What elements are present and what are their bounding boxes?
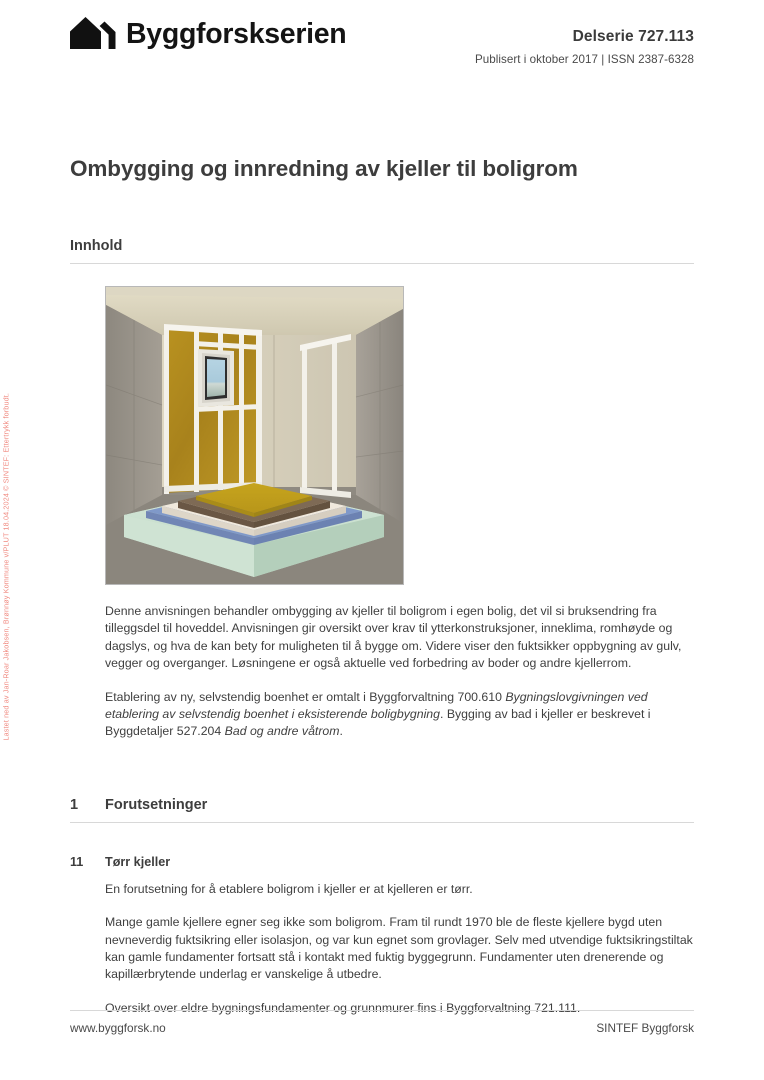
section-number: 1 <box>70 796 79 813</box>
footer-website[interactable]: www.byggforsk.no <box>70 1021 166 1035</box>
basement-illustration <box>105 286 404 585</box>
page-title: Ombygging og innredning av kjeller til boligrom <box>70 156 578 181</box>
intro-p2-line2: . Bygging av bad i kjeller er beskrevet i Byggdetaljer 527.204 <box>105 707 651 739</box>
brand-logo[interactable] <box>70 17 346 49</box>
page-header <box>70 0 694 96</box>
watermark-text: Lastet ned av Jan-Roar Jakobsen, Brønnøy Kommune v/PLUT 18.04.2024 © SINTEF: Ettertrykk forbudt. <box>1 392 11 740</box>
reference-title-527204: Bad og andre våtrom <box>224 724 340 739</box>
reference-title-700610: Bygningslovgivningen ved etablering av selvstendig boenhet i eksisterende boligbygning <box>105 689 648 722</box>
house-icon <box>70 17 118 49</box>
basement-render-svg <box>106 287 403 584</box>
section-title: Forutsetninger <box>105 796 208 813</box>
section-heading-innhold <box>70 238 694 264</box>
publication-info: Publisert i oktober 2017 | ISSN 2387-6328 <box>474 53 694 66</box>
intro-paragraph-2 <box>105 689 694 741</box>
footer-publisher: SINTEF Byggforsk <box>596 1021 694 1035</box>
subsection-heading-torr-kjeller <box>70 855 694 869</box>
intro-paragraph-1: Denne anvisningen behandler ombygging av kjeller til boligrom i egen bolig, det vil si bruksendring fra tilleggsdel til hoveddel. Anvisningen gir oversikt over krav til ytterkonstruksjoner, inneklima, romhøyde og dagslys, og hva de kan bety for muligheten til å bygge om. Videre viser den fuktsikker oppbygning av gulv, vegger og overganger. Løsningene er også aktuelle ved forbedring av boder og andre kjellerrom. <box>105 604 682 671</box>
subsection-text-block <box>105 881 694 1017</box>
subsection-number: 11 <box>70 854 84 869</box>
section-title: Innhold <box>70 238 123 254</box>
section-heading-forutsetninger <box>70 797 694 823</box>
subsection-paragraph-1: En forutsetning for å etablere boligrom i kjeller er at kjelleren er tørr. <box>105 881 473 896</box>
intro-p2-line1: Etablering av ny, selvstendig boenhet er omtalt i Byggforvaltning 700.610 <box>105 689 506 704</box>
download-watermark <box>0 0 26 1080</box>
delserie-number: Delserie 727.113 <box>572 28 694 45</box>
subsection-paragraph-3: Oversikt over eldre bygningsfundamenter og grunnmurer fins i Byggforvaltning 721.111. <box>105 1000 581 1015</box>
page-footer <box>70 1010 694 1035</box>
subsection-paragraph-2: Mange gamle kjellere egner seg ikke som boligrom. Fram til rundt 1970 ble de fleste kjellere bygd uten nevneverdig fuktsikring eller isolasjon, og var kun egnet som grovlager. Selv med utvendige fuktsikringstiltak kan gamle fundamenter fortsatt stå i kontakt med fuktig byggegrunn. Fundamenter uten drenerende og kapillærbrytende underlag er vanskelige å utbedre. <box>105 915 693 982</box>
header-meta <box>475 28 694 66</box>
subsection-title: Tørr kjeller <box>105 854 171 869</box>
intro-text-block <box>105 603 694 741</box>
page-content <box>70 0 694 1017</box>
intro-p2-line3: . <box>339 724 343 739</box>
brand-name: Byggforskserien <box>126 18 347 50</box>
